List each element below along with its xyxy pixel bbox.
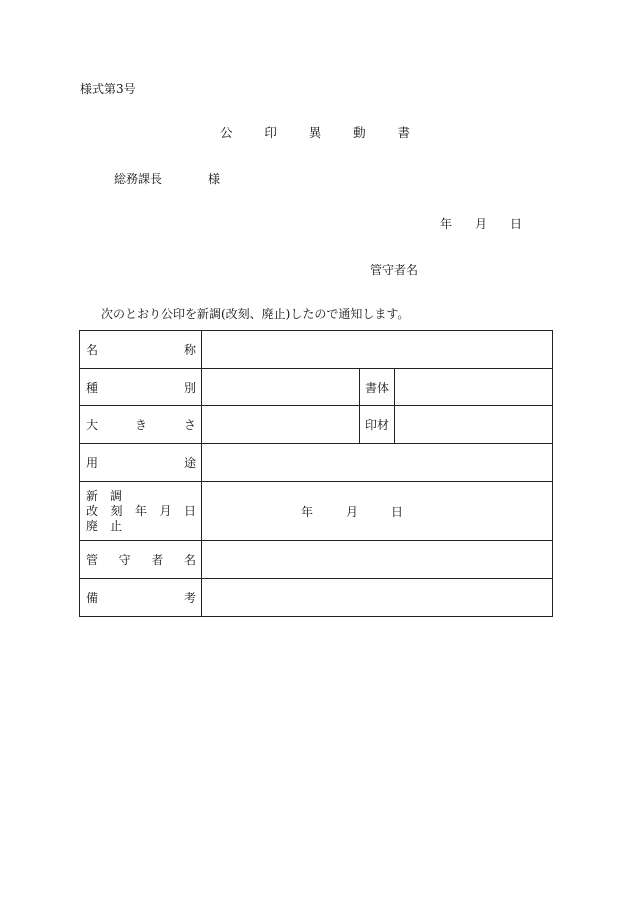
- label-char: 大: [86, 418, 99, 432]
- date-day: 日: [390, 504, 403, 519]
- label-char: 名: [86, 343, 99, 357]
- name-value-cell[interactable]: [202, 331, 553, 369]
- label-char: 廃: [86, 518, 99, 533]
- label-char: 用: [86, 456, 99, 470]
- seal-change-table: [79, 330, 553, 617]
- date-year: 年: [440, 217, 453, 231]
- table-row-remarks: [80, 579, 553, 617]
- label-char: 別: [183, 380, 196, 395]
- date-month: 月: [345, 504, 358, 519]
- title-char: 公: [220, 125, 233, 140]
- remarks-label-cell: [80, 579, 202, 617]
- label-char: 考: [183, 591, 196, 605]
- label-char: 種: [86, 380, 99, 395]
- size-value-cell[interactable]: [202, 406, 360, 444]
- custodian-label-cell: [80, 541, 202, 579]
- type-value-cell[interactable]: [202, 369, 360, 406]
- title-char: 動: [353, 125, 366, 140]
- remarks-value-cell[interactable]: [202, 579, 553, 617]
- table-row-type: [80, 369, 553, 406]
- title-char: 異: [308, 125, 322, 140]
- custodian-value-cell[interactable]: [202, 541, 553, 579]
- material-value-cell[interactable]: [395, 406, 553, 444]
- label-char: 刻: [110, 503, 123, 518]
- notice-date: [440, 218, 522, 230]
- label-char: 日: [183, 503, 196, 518]
- label-char: 守: [118, 553, 131, 567]
- date-year: 年: [301, 504, 314, 519]
- table-row-date: [80, 482, 553, 541]
- type-label-cell: [80, 369, 202, 406]
- table-row-size: [80, 406, 553, 444]
- size-label-cell: [80, 406, 202, 444]
- label-char: 名: [183, 553, 196, 567]
- style-value-cell[interactable]: [395, 369, 553, 406]
- form-number: 様式第3号: [80, 82, 136, 96]
- purpose-label-cell: [80, 444, 202, 482]
- addressee-honorific: 様: [208, 172, 221, 186]
- label-char: 備: [86, 591, 99, 605]
- custodian-signature-label: 管守者名: [370, 263, 419, 277]
- intro-text: 次のとおり公印を新調(改刻、廃止)したので通知します。: [101, 307, 410, 321]
- date-day: 日: [509, 217, 522, 231]
- label-char: 年: [134, 503, 147, 518]
- purpose-value-cell[interactable]: [202, 444, 553, 482]
- table-row-custodian: [80, 541, 553, 579]
- table-row-name: [80, 331, 553, 369]
- label-char: 月: [159, 503, 172, 518]
- addressee-name: 総務課長: [114, 172, 163, 186]
- material-label-cell: 印材: [360, 406, 395, 444]
- title-char: 書: [397, 125, 410, 140]
- document-title: [220, 127, 410, 140]
- label-char: 途: [183, 456, 196, 470]
- label-char: 称: [183, 343, 196, 357]
- table-row-purpose: [80, 444, 553, 482]
- name-label-cell: [80, 331, 202, 369]
- change-date-label-cell: [80, 482, 202, 541]
- change-date-value-cell[interactable]: [202, 482, 553, 541]
- label-char: さ: [183, 418, 196, 432]
- style-label-cell: 書体: [360, 369, 395, 406]
- label-char: 者: [151, 553, 164, 567]
- label-char: 新: [86, 488, 99, 503]
- label-char: 管: [86, 553, 99, 567]
- label-char: 止: [110, 518, 123, 533]
- label-char: 調: [110, 488, 123, 503]
- label-char: 改: [86, 503, 99, 518]
- title-char: 印: [264, 125, 277, 140]
- date-month: 月: [474, 217, 487, 231]
- label-char: き: [134, 418, 147, 432]
